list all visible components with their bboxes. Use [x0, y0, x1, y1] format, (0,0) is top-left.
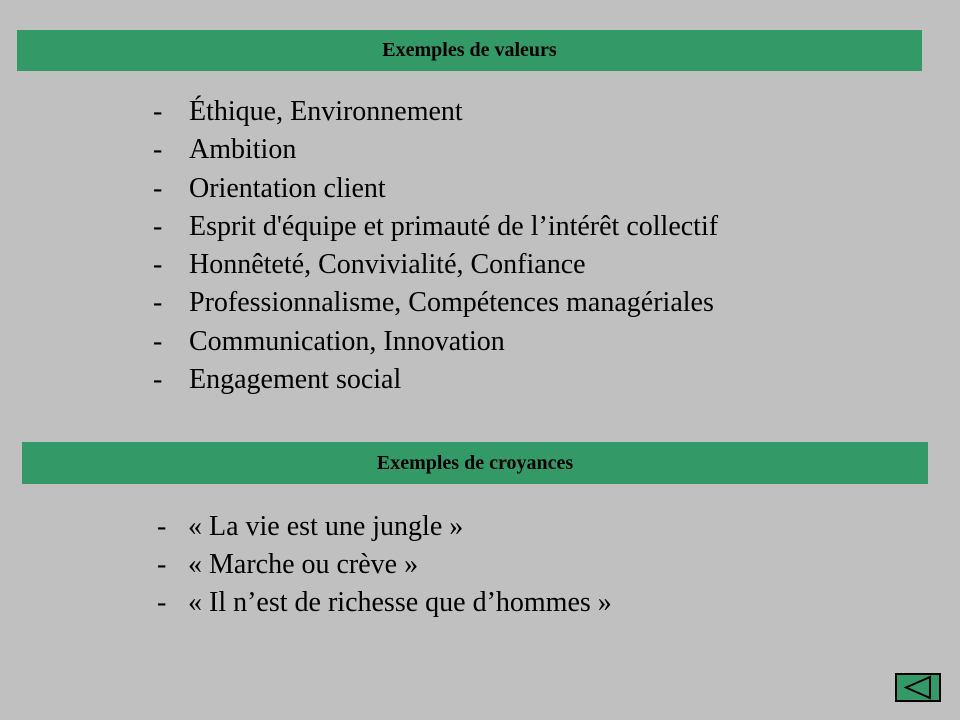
back-button[interactable] — [895, 673, 941, 702]
bullet-dash: - — [153, 96, 163, 127]
bullet-dash: - — [157, 587, 167, 618]
bullet-dash: - — [153, 287, 163, 319]
values-header: Exemples de valeurs — [17, 30, 922, 71]
bullet-dash: - — [153, 134, 163, 166]
beliefs-header: Exemples de croyances — [22, 442, 928, 484]
bullet-dash: - — [157, 549, 167, 580]
bullet-dash: - — [153, 325, 163, 357]
belief-item-text: « Marche ou crève » — [188, 549, 419, 580]
value-item-text: Esprit d'équipe et primauté de l’intérêt collectif — [189, 210, 719, 242]
bullet-dash: - — [153, 249, 163, 281]
bullet-dash: - — [157, 511, 167, 542]
value-item-text: Honnêteté, Convivialité, Confiance — [189, 249, 586, 281]
belief-item-text: « Il n’est de richesse que d’hommes » — [188, 587, 612, 618]
value-item-text: Professionnalisme, Compétences managériales — [189, 287, 714, 319]
value-item-text: Ambition — [189, 134, 297, 166]
value-item-text: Éthique, Environnement — [189, 96, 463, 127]
bullet-dash: - — [153, 364, 163, 396]
bullet-dash: - — [153, 210, 163, 242]
triangle-left-icon — [897, 675, 939, 700]
belief-item-text: « La vie est une jungle » — [188, 511, 464, 542]
value-item-text: Communication, Innovation — [189, 325, 505, 357]
value-item-text: Orientation client — [189, 172, 386, 204]
value-item-text: Engagement social — [189, 364, 402, 396]
bullet-dash: - — [153, 172, 163, 204]
